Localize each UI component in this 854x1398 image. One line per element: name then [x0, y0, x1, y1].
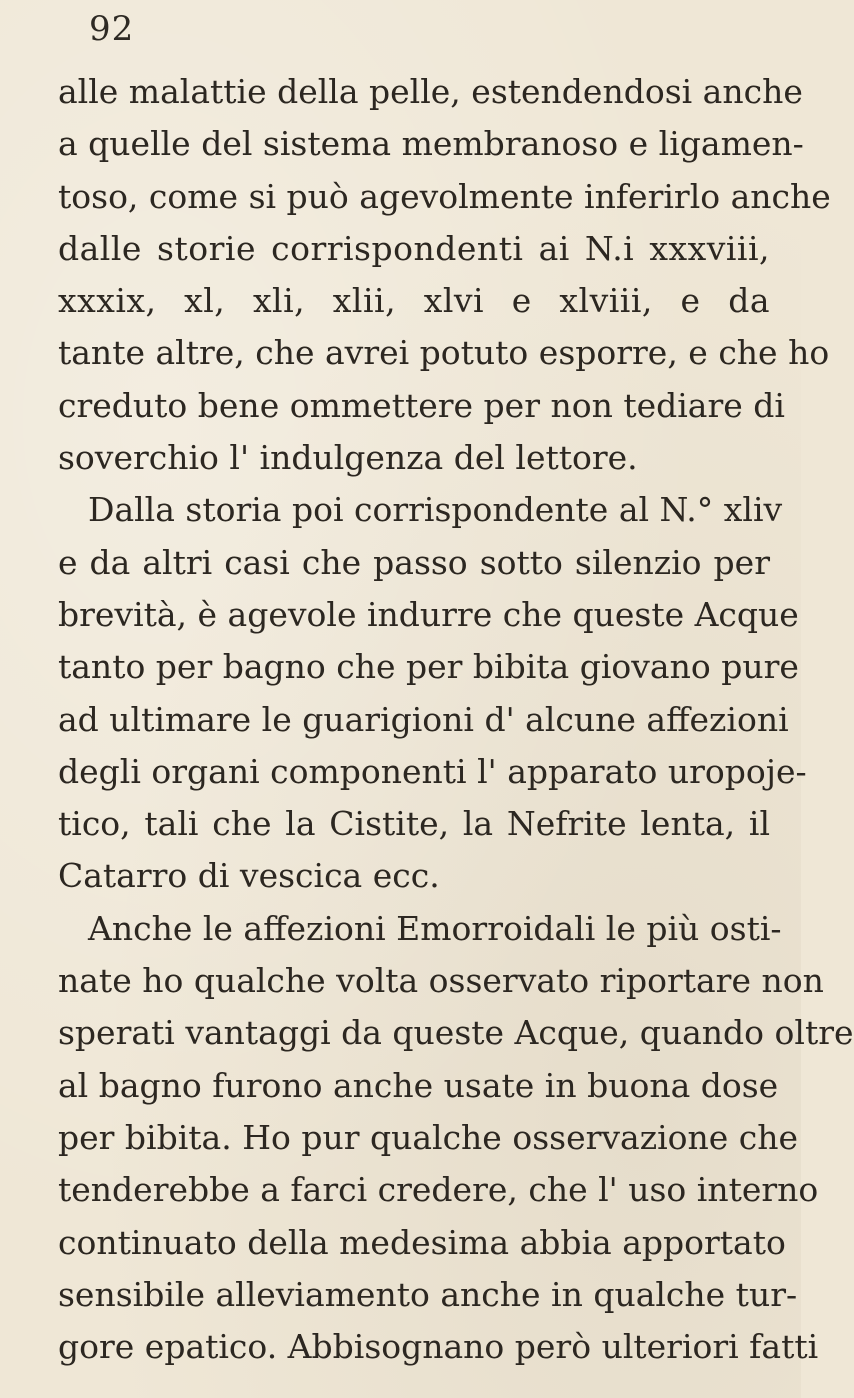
text-line-14: degli organi componenti l' apparato uropoje-	[58, 751, 807, 791]
text-line-12: tanto per bagno che per bibita giovano pure	[58, 647, 799, 687]
text-line-16: Catarro di vescica ecc.	[58, 856, 440, 896]
text-line-25: gore epatico. Abbisognano però ulteriori fatti	[58, 1327, 819, 1367]
text-line-10: e da altri casi che passo sotto silenzio per	[58, 542, 770, 582]
body-text	[58, 66, 854, 1373]
text-line-19: sperati vantaggi da queste Acque, quando oltre	[58, 1013, 854, 1053]
page-number: 92	[89, 9, 135, 49]
text-line-11: brevità, è agevole indurre che queste Acque	[58, 594, 799, 634]
text-line-17: Anche le affezioni Emorroidali le più osti-	[88, 908, 782, 948]
text-line-21: per bibita. Ho pur qualche osservazione che	[58, 1117, 799, 1157]
text-line-13: ad ultimare le guarigioni d' alcune affezioni	[58, 699, 789, 739]
text-line-23: continuato della medesima abbia apportato	[58, 1222, 786, 1262]
text-line-6: tante altre, che avrei potuto esporre, e che ho	[58, 333, 830, 373]
text-line-1: alle malattie della pelle, estendendosi anche	[58, 72, 803, 111]
text-line-20: al bagno furono anche usate in buona dose	[58, 1065, 779, 1105]
text-line-9: Dalla storia poi corrispondente al N.° xliv	[88, 490, 783, 530]
text-line-18: nate ho qualche volta osservato riportare non	[58, 961, 824, 1001]
text-line-8: soverchio l' indulgenza del lettore.	[58, 438, 638, 478]
text-line-2: a quelle del sistema membranoso e ligamen-	[58, 124, 804, 164]
text-line-24: sensibile alleviamento anche in qualche tur-	[58, 1274, 798, 1314]
text-line-4: dalle storie corrispondenti ai N.i xxxviii,	[58, 228, 770, 268]
text-line-5: xxxix, xl, xli, xlii, xlvi e xlviii, e da	[58, 281, 770, 321]
text-line-7: creduto bene ommettere per non tediare di	[58, 385, 785, 425]
text-line-22: tenderebbe a farci credere, che l' uso interno	[58, 1170, 819, 1210]
text-line-15: tico, tali che la Cistite, la Nefrite lenta, il	[58, 804, 770, 844]
text-line-3: toso, come si può agevolmente inferirlo anche	[58, 176, 831, 216]
